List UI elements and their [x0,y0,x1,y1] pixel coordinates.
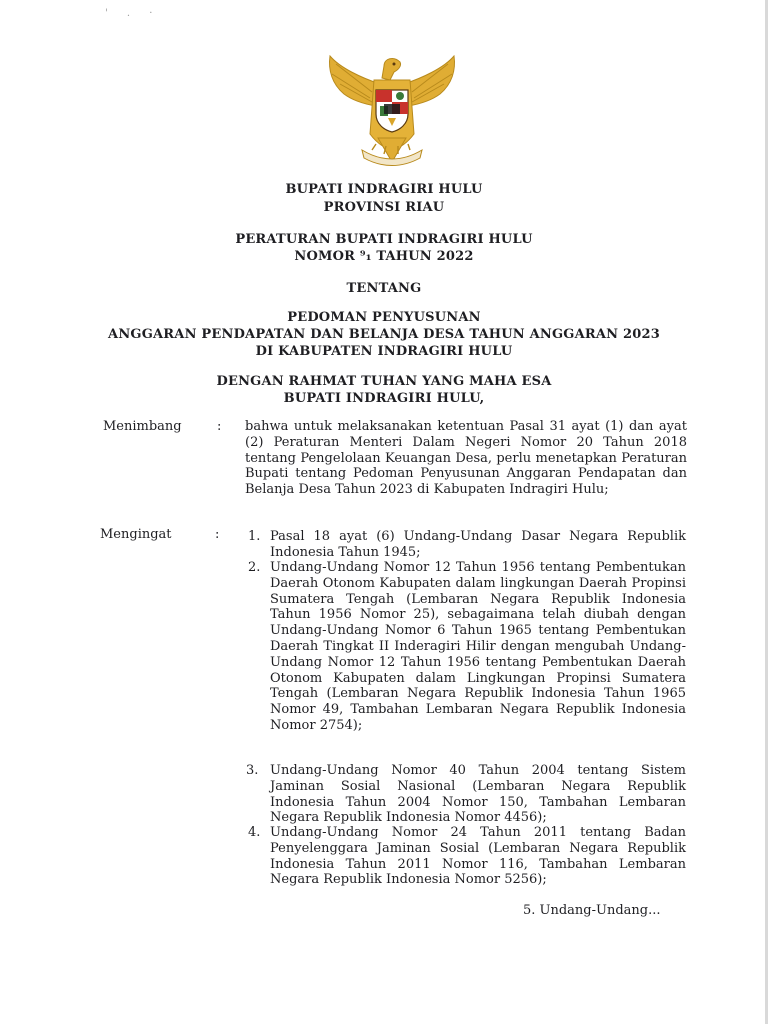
list-item-text: Undang-Undang Nomor 24 Tahun 2011 tentang Badan Penyelenggara Jaminan Sosial (Lembaran Negara Republik Indonesia Tahun 2011 Nomor 116, Tambahan Lembaran Negara Republik Indonesia Nomor 5256); [270,825,686,888]
list-item-number: 3. [246,763,259,778]
list-item-number: 4. [248,825,261,840]
continuation-marker: 5. Undang-Undang... [523,903,661,918]
regulation-number: NOMOR ⁹₁ TAHUN 2022 [294,249,474,264]
subject-line2: ANGGARAN PENDAPATAN DAN BELANJA DESA TAHUN ANGGARAN 2023 [108,327,660,342]
menimbang-text: bahwa untuk melaksanakan ketentuan Pasal 31 ayat (1) dan ayat (2) Peraturan Menteri Dalam Negeri Nomor 20 Tahun 2018 tentang Pengelolaan Keuangan Desa, perlu menetapkan Peraturan Bupati tentang Pedoman Penyusunan Anggaran Pendapatan dan Belanja Desa Tahun 2023 di Kabupaten Indragiri Hulu; [245,419,687,498]
scan-specks: ' . · [105,8,161,19]
mengingat-colon: : [215,527,220,542]
garuda-emblem-icon [322,50,462,172]
preamble-line1: DENGAN RAHMAT TUHAN YANG MAHA ESA [216,374,552,389]
preamble-line2: BUPATI INDRAGIRI HULU, [283,391,485,406]
menimbang-colon: : [217,419,222,434]
issuer-line2: PROVINSI RIAU [323,200,445,215]
subject-line3: DI KABUPATEN INDRAGIRI HULU [255,344,513,359]
menimbang-label: Menimbang [103,419,182,434]
list-item-text: Pasal 18 ayat (6) Undang-Undang Dasar Negara Republik Indonesia Tahun 1945; [270,529,686,560]
regulation-title: PERATURAN BUPATI INDRAGIRI HULU [235,232,533,247]
list-item-text: Undang-Undang Nomor 40 Tahun 2004 tentang Sistem Jaminan Sosial Nasional (Lembaran Negara Republik Indonesia Tahun 2004 Nomor 150, Tambahan Lembaran Negara Republik Indonesia Nomor 4456); [270,763,686,826]
subject-line1: PEDOMAN PENYUSUNAN [287,310,481,325]
issuer-line1: BUPATI INDRAGIRI HULU [285,182,483,197]
mengingat-label: Mengingat [100,527,172,542]
list-item-number: 1. [248,529,261,544]
tentang-heading: TENTANG [346,281,422,296]
list-item-number: 2. [248,560,261,575]
list-item-text: Undang-Undang Nomor 12 Tahun 1956 tentang Pembentukan Daerah Otonom Kabupaten dalam lingkungan Daerah Propinsi Sumatera Tengah (Lembaran Negara Republik Indonesia Tahun 1956 Nomor 25), sebagaimana telah diubah dengan Undang-Undang Nomor 6 Tahun 1965 tentang Pembentukan Daerah Tingkat II Inderagiri Hilir dengan mengubah Undang-Undang Nomor 12 Tahun 1956 tentang Pembentukan Daerah Otonom Kabupaten dalam Lingkungan Propinsi Sumatera Tengah (Lembaran Negara Republik Indonesia Tahun 1965 Nomor 49, Tambahan Lembaran Negara Republik Indonesia Nomor 2754); [270,560,686,733]
